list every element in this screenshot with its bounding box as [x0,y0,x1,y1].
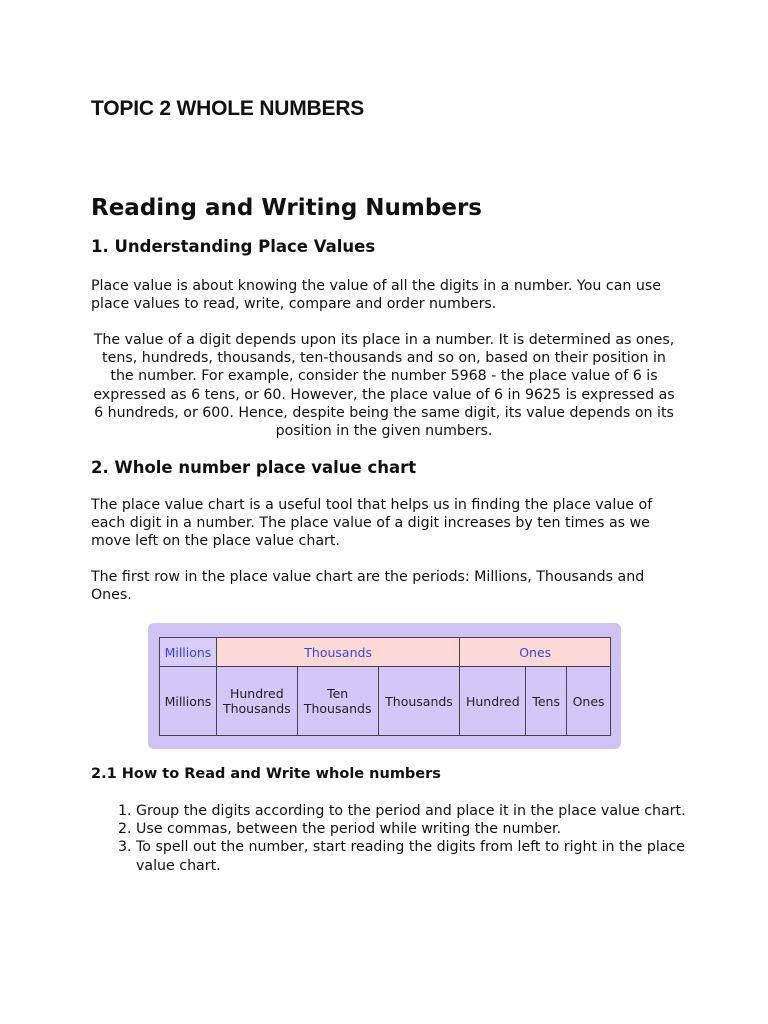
place-cell: Hundred Thousands [216,667,297,736]
period-row [160,638,611,667]
period-cell: Thousands [216,638,460,667]
place-value-chart [148,623,621,749]
section-2-heading: 2. Whole number place value chart [91,458,417,477]
place-cell: Tens [526,667,567,736]
place-cell: Ones [567,667,611,736]
section-1-heading: 1. Understanding Place Values [91,237,376,256]
steps-list [91,802,686,875]
main-heading: Reading and Writing Numbers [91,195,482,221]
section-2-paragraph-2: The first row in the place value chart are the periods: Millions, Thousands and Ones. [91,569,645,604]
place-cell: Millions [160,667,217,736]
period-cell: Ones [460,638,611,667]
place-value-table [159,637,611,736]
list-item: 1. Group the digits according to the period and place it in the place value chart. [136,802,686,820]
place-cell: Thousands [378,667,460,736]
section-1-paragraph-2: The value of a digit depends upon its place in a number. It is determined as ones, tens, hundreds, thousands, ten-thousands and so on, based on their position in the number. For example, consider the number 5968 - the place value of 6 is expressed as 6 tens, or 60. However, the place value of 6 in 9625 is expressed as 6 hundreds, or 600. Hence, despite being the same digit, its value depends on its position in the given numbers. [93,332,675,440]
topic-title: TOPIC 2 WHOLE NUMBERS [91,97,365,120]
place-cell: Ten Thousands [297,667,378,736]
place-row [160,667,611,736]
section-2-1-heading: 2.1 How to Read and Write whole numbers [91,766,441,782]
list-item: 3. To spell out the number, start reading the digits from left to right in the place value chart. [136,838,686,874]
list-item: 2. Use commas, between the period while writing the number. [136,820,686,838]
place-cell: Hundred [460,667,526,736]
section-1-paragraph-1: Place value is about knowing the value of all the digits in a number. You can use place values to read, write, compare and order numbers. [91,278,662,313]
section-2-paragraph-1: The place value chart is a useful tool that helps us in finding the place value of each digit in a number. The place value of a digit increases by ten times as we move left on the place value chart. [91,497,653,550]
period-cell: Millions [160,638,217,667]
